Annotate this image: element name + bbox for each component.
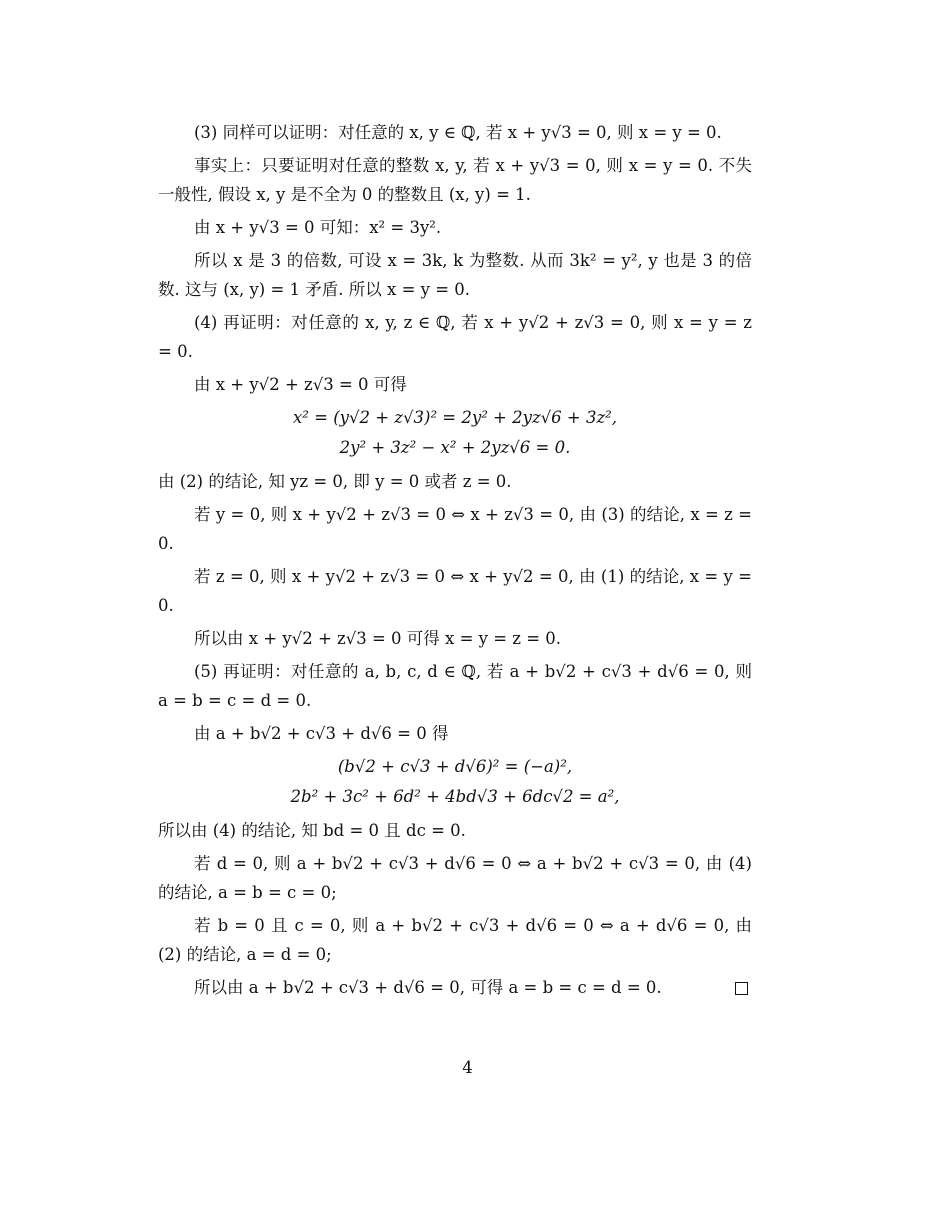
conclusion-text: 所以由 a + b√2 + c√3 + d√6 = 0, 可得 a = b = c = d = 0. <box>194 978 662 997</box>
paragraph: 若 b = 0 且 c = 0, 则 a + b√2 + c√3 + d√6 = 0 ⇔ a + d√6 = 0, 由 (2) 的结论, a = d = 0; <box>158 916 752 964</box>
page-number: 4 <box>462 1058 473 1077</box>
document-body <box>158 118 752 1002</box>
paragraph: 所以由 x + y√2 + z√3 = 0 可得 x = y = z = 0. <box>194 629 562 648</box>
equation-line: x² = (y√2 + z√3)² = 2y² + 2yz√6 + 3z², <box>292 408 618 427</box>
display-equation-2 <box>158 752 752 812</box>
paragraph: 由 x + y√3 = 0 可知：x² = 3y². <box>194 218 442 237</box>
paragraph: 所以由 (4) 的结论, 知 bd = 0 且 dc = 0. <box>158 821 466 840</box>
qed-square-icon <box>735 982 748 995</box>
paragraph: (4) 再证明：对任意的 x, y, z ∈ ℚ, 若 x + y√2 + z√3 = 0, 则 x = y = z = 0. <box>158 313 752 361</box>
display-equation-1 <box>158 403 752 463</box>
paragraph: 由 a + b√2 + c√3 + d√6 = 0 得 <box>194 724 449 743</box>
equation-line: 2b² + 3c² + 6d² + 4bd√3 + 6dc√2 = a², <box>290 787 620 806</box>
paragraph: (3) 同样可以证明：对任意的 x, y ∈ ℚ, 若 x + y√3 = 0, 则 x = y = 0. <box>194 123 722 142</box>
paragraph: 若 y = 0, 则 x + y√2 + z√3 = 0 ⇔ x + z√3 = 0, 由 (3) 的结论, x = z = 0. <box>158 505 752 553</box>
paragraph: 事实上：只要证明对任意的整数 x, y, 若 x + y√3 = 0, 则 x = y = 0. 不失一般性, 假设 x, y 是不全为 0 的整数且 (x, y) = 1. <box>158 156 752 204</box>
paragraph: (5) 再证明：对任意的 a, b, c, d ∈ ℚ, 若 a + b√2 + c√3 + d√6 = 0, 则 a = b = c = d = 0. <box>158 662 752 710</box>
paragraph: 若 z = 0, 则 x + y√2 + z√3 = 0 ⇔ x + y√2 = 0, 由 (1) 的结论, x = y = 0. <box>158 567 752 615</box>
final-line <box>158 973 752 1002</box>
paragraph: 由 x + y√2 + z√3 = 0 可得 <box>194 375 407 394</box>
paragraph: 由 (2) 的结论, 知 yz = 0, 即 y = 0 或者 z = 0. <box>158 472 512 491</box>
equation-line: 2y² + 3z² − x² + 2yz√6 = 0. <box>339 438 571 457</box>
paragraph: 所以 x 是 3 的倍数, 可设 x = 3k, k 为整数. 从而 3k² = y², y 也是 3 的倍数. 这与 (x, y) = 1 矛盾. 所以 x = y = 0. <box>158 251 752 299</box>
equation-line: (b√2 + c√3 + d√6)² = (−a)², <box>337 757 573 776</box>
paragraph: 若 d = 0, 则 a + b√2 + c√3 + d√6 = 0 ⇔ a + b√2 + c√3 = 0, 由 (4) 的结论, a = b = c = 0; <box>158 854 752 902</box>
